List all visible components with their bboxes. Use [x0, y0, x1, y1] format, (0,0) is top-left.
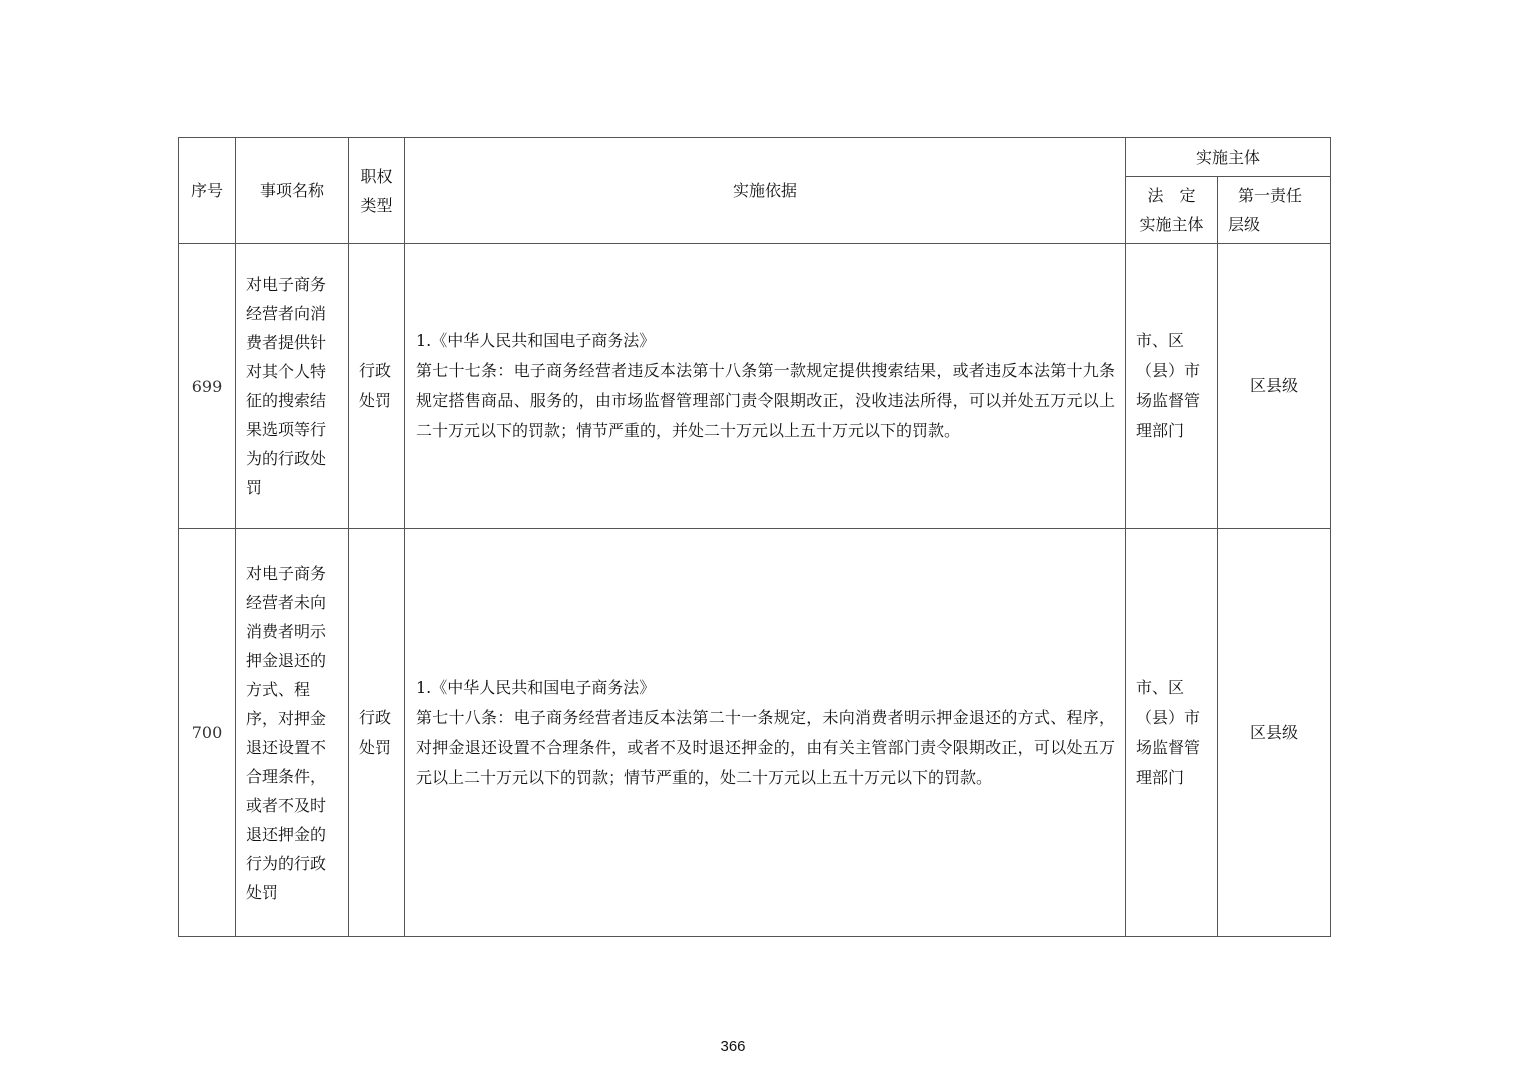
header-seq: 序号	[179, 138, 236, 244]
row-power-type: 行政处罚	[349, 529, 405, 937]
row-power-type: 行政处罚	[349, 244, 405, 529]
row-basis-law: 1.《中华人民共和国电子商务法》	[416, 677, 656, 697]
header-basis: 实施依据	[405, 138, 1126, 244]
header-subject-group: 实施主体	[1126, 138, 1331, 177]
row-seq: 699	[179, 244, 236, 529]
row-item-name: 对电子商务经营者未向消费者明示押金退还的方式、程序，对押金退还设置不合理条件，或者不及时退还押金的行为的行政处罚	[236, 529, 349, 937]
row-legal-subject: 市、区（县）市场监督管理部门	[1126, 529, 1218, 937]
header-first-level	[1218, 177, 1331, 244]
row-seq: 700	[179, 529, 236, 937]
header-item-name: 事项名称	[236, 138, 349, 244]
header-first-level-line1: 第一责任	[1238, 186, 1303, 205]
header-legal-subject	[1126, 177, 1218, 244]
enforcement-items-table	[178, 137, 1331, 937]
header-legal-subject-line1: 法 定	[1147, 186, 1196, 205]
header-power-type-line2: 类型	[360, 195, 393, 215]
row-basis-law: 1.《中华人民共和国电子商务法》	[416, 331, 656, 350]
header-row-1	[179, 138, 1331, 177]
row-basis	[405, 244, 1126, 529]
table-row	[179, 529, 1331, 937]
table-row	[179, 244, 1331, 529]
header-first-level-line2: 层级	[1228, 215, 1261, 234]
row-first-level: 区县级	[1218, 529, 1331, 937]
row-basis-text: 第七十八条：电子商务经营者违反本法第二十一条规定，未向消费者明示押金退还的方式、程序，对押金退还设置不合理条件，或者不及时退还押金的，由有关主管部门责令限期改正，可以处五万元以上二十万元以下的罚款；情节严重的，处二十万元以上五十万元以下的罚款。	[416, 707, 1115, 787]
page-number: 366	[720, 1038, 746, 1055]
row-first-level: 区县级	[1218, 244, 1331, 529]
row-basis-text: 第七十七条：电子商务经营者违反本法第十八条第一款规定提供搜索结果，或者违反本法第十九条规定搭售商品、服务的，由市场监督管理部门责令限期改正，没收违法所得，可以并处五万元以上二十万元以下的罚款；情节严重的，并处二十万元以上五十万元以下的罚款。	[416, 361, 1115, 440]
header-power-type	[349, 138, 405, 244]
header-power-type-line1: 职权	[360, 166, 393, 186]
row-item-name: 对电子商务经营者向消费者提供针对其个人特征的搜索结果选项等行为的行政处罚	[236, 244, 349, 529]
row-legal-subject: 市、区（县）市场监督管理部门	[1126, 244, 1218, 529]
header-legal-subject-line2: 实施主体	[1139, 215, 1204, 234]
row-basis	[405, 529, 1126, 937]
